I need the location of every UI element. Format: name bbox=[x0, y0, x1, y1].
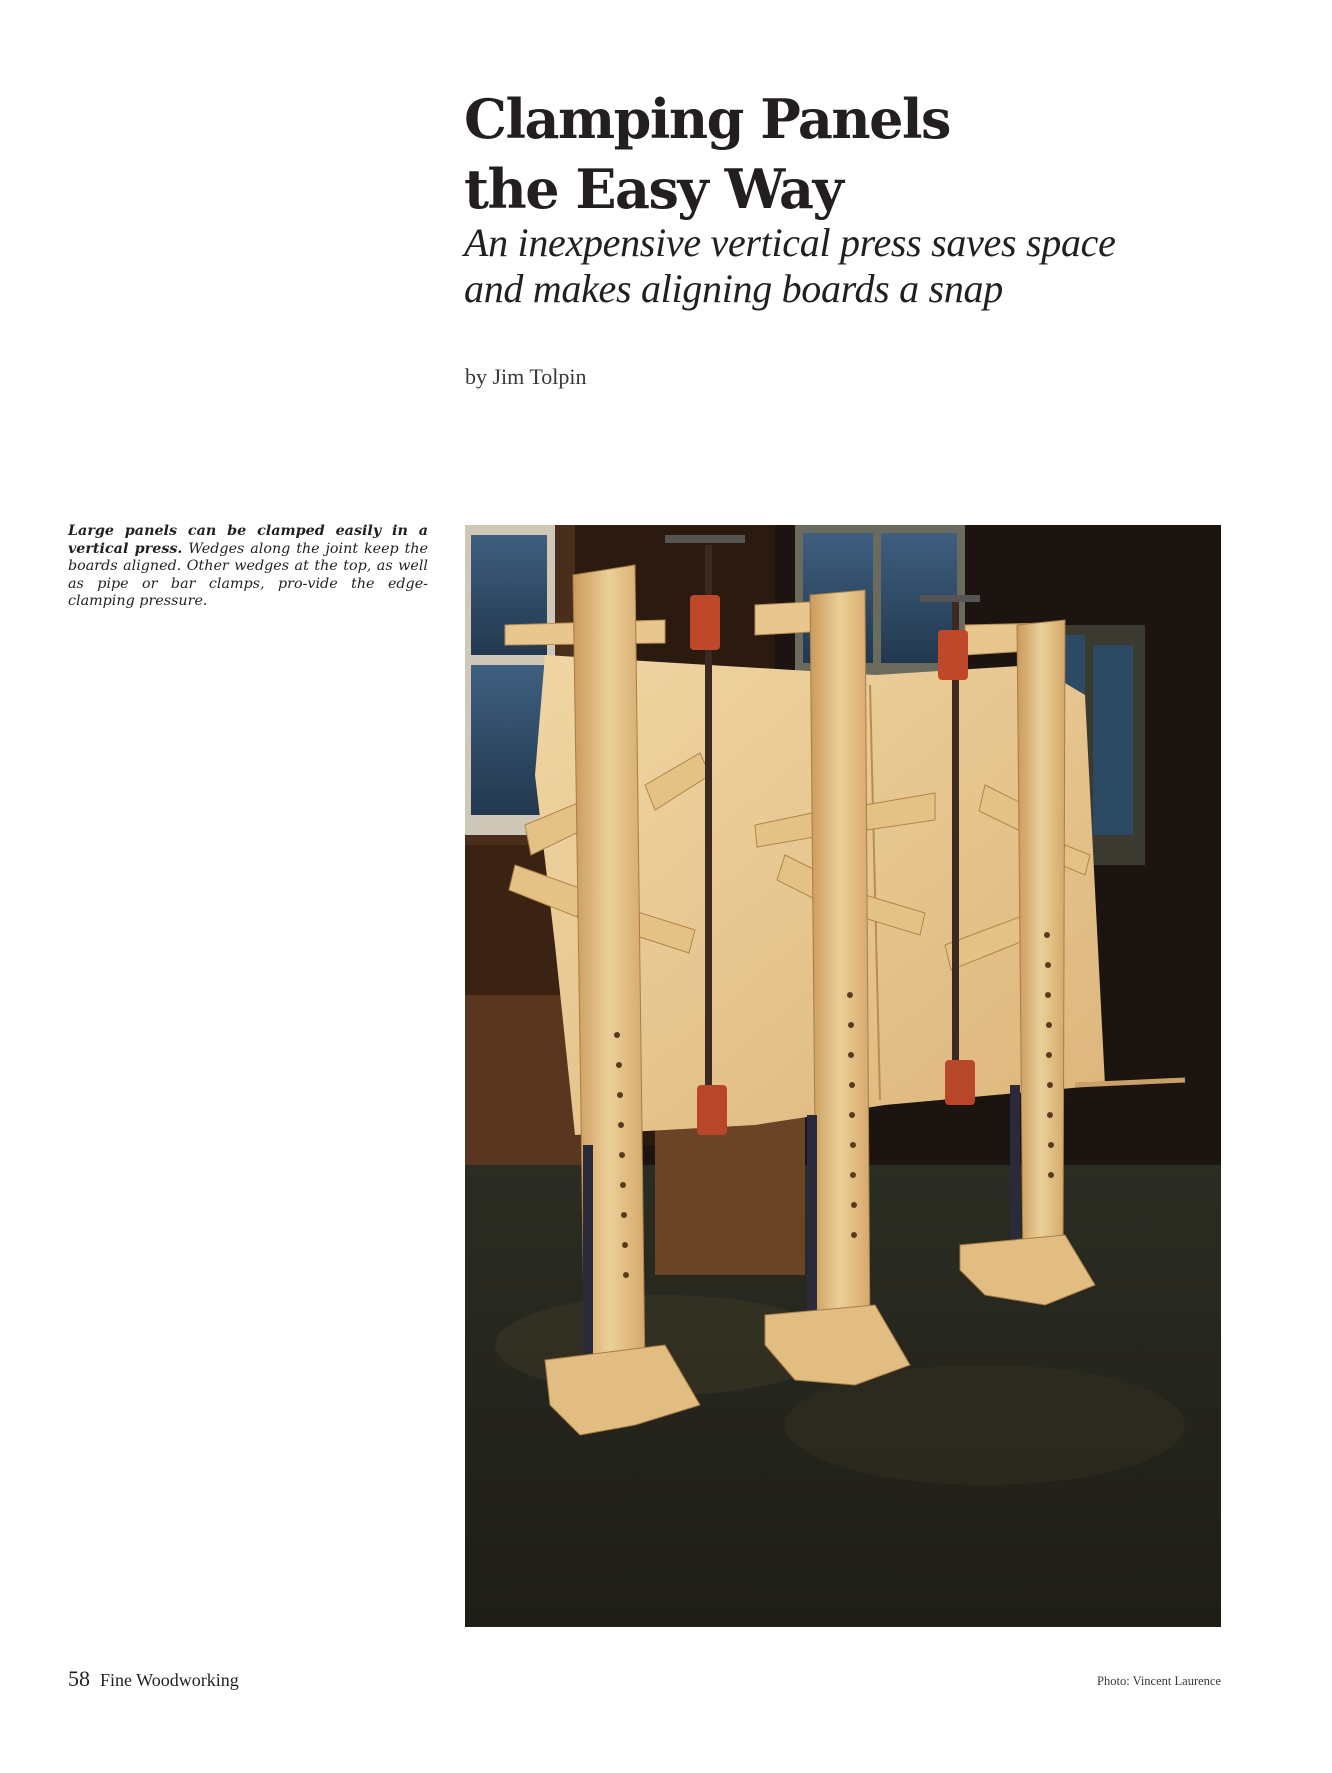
article-subtitle bbox=[464, 220, 1284, 312]
subtitle-line-1: An inexpensive vertical press saves space bbox=[464, 220, 1116, 265]
caption-body: Wedges along the joint keep the boards aligned. Other wedges at the top, as well as pipe or bar clamps, pro-vide the edge-clamping pressure. bbox=[68, 540, 428, 610]
title-line-1: Clamping Panels bbox=[464, 87, 950, 151]
main-photo bbox=[465, 525, 1221, 1627]
caption-lead: Large panels can be clamped easily in a vertical press. bbox=[68, 523, 428, 557]
photo-caption bbox=[68, 523, 428, 611]
page-number: 58 bbox=[68, 1666, 90, 1691]
subtitle-line-2: and makes aligning boards a snap bbox=[464, 266, 1003, 311]
photo-credit: Photo: Vincent Laurence bbox=[1097, 1674, 1221, 1688]
title-line-2: the Easy Way bbox=[464, 157, 843, 221]
clamping-press-illustration bbox=[465, 525, 1221, 1627]
magazine-name: Fine Woodworking bbox=[100, 1670, 239, 1690]
byline: by Jim Tolpin bbox=[465, 364, 587, 389]
page-footer bbox=[68, 1666, 239, 1692]
article-title bbox=[464, 84, 1224, 224]
